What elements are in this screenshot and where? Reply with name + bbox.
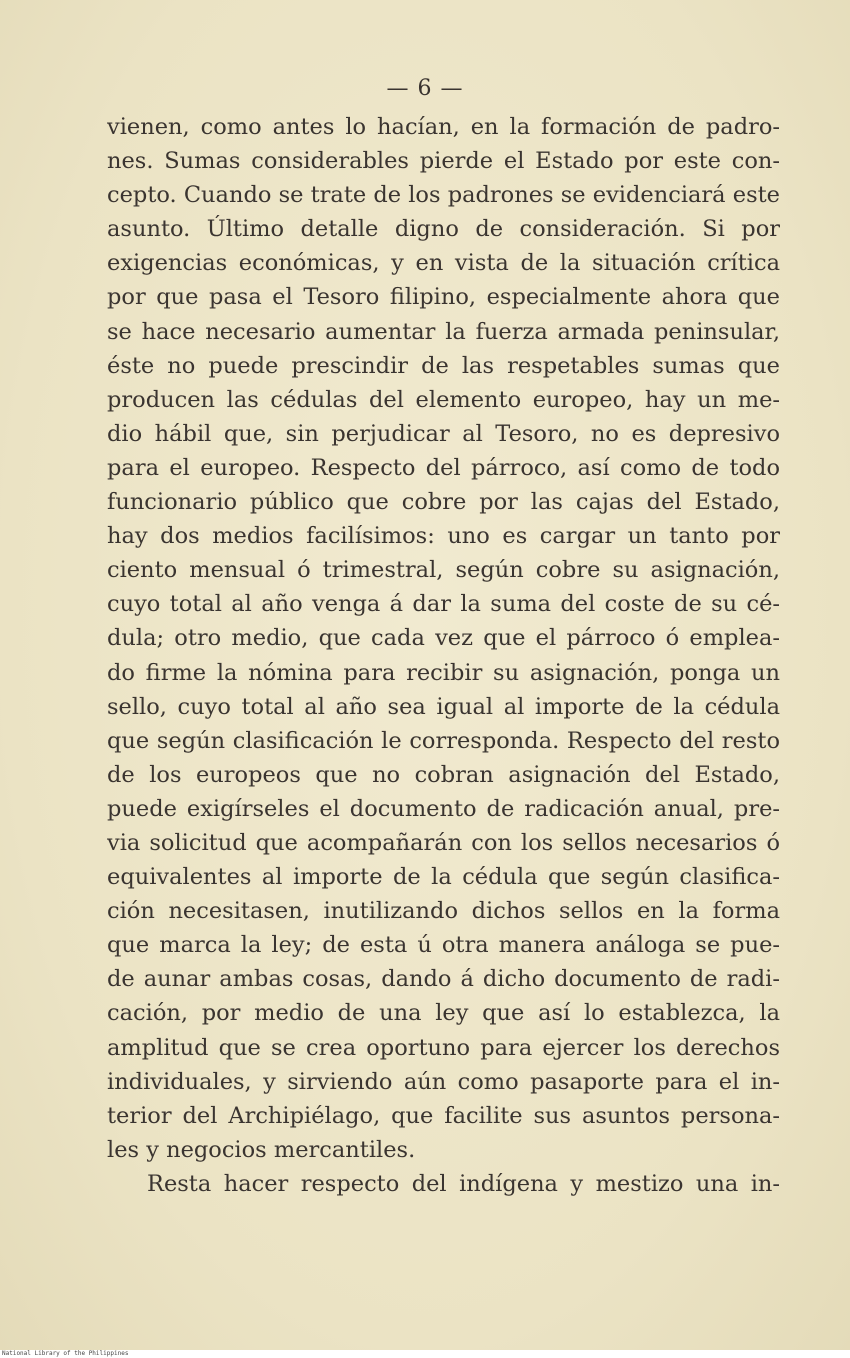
text-line: funcionario público que cobre por las cajas del Estado, <box>107 489 780 516</box>
text-line: cepto. Cuando se trate de los padrones se evidenciará este <box>107 182 780 209</box>
text-line: nes. Sumas considerables pierde el Estado por este con- <box>107 148 780 175</box>
body-text <box>107 110 780 1201</box>
text-line: dio hábil que, sin perjudicar al Tesoro, no es depresivo <box>107 420 780 447</box>
text-line: de aunar ambas cosas, dando á dicho documento de radi- <box>107 966 780 993</box>
page-number: — 6 — <box>386 76 464 101</box>
text-line: amplitud que se crea oportuno para ejercer los derechos <box>107 1034 780 1061</box>
text-line: equivalentes al importe de la cédula que según clasifica- <box>107 864 780 891</box>
text-line: puede exigírseles el documento de radicación anual, pre- <box>107 795 780 822</box>
text-line: do firme la nómina para recibir su asignación, ponga un <box>107 659 780 686</box>
text-line: hay dos medios facilísimos: uno es cargar un tanto por <box>107 523 780 550</box>
text-line: ciento mensual ó trimestral, según cobre su asignación, <box>107 557 780 584</box>
text-line: vienen, como antes lo hacían, en la formación de padro- <box>107 114 780 140</box>
text-line: sello, cuyo total al año sea igual al importe de la cédula <box>107 693 780 720</box>
text-line: por que pasa el Tesoro filipino, especialmente ahora que <box>107 284 780 311</box>
text-line: producen las cédulas del elemento europeo, hay un me- <box>107 386 780 413</box>
text-line: que marca la ley; de esta ú otra manera análoga se pue- <box>107 932 780 959</box>
text-line: terior del Archipiélago, que facilite sus asuntos persona- <box>107 1102 780 1129</box>
text-line: ción necesitasen, inutilizando dichos sellos en la forma <box>107 898 780 925</box>
text-line: cación, por medio de una ley que así lo establezca, la <box>107 1000 780 1027</box>
paragraph-start-line: Resta hacer respecto del indígena y mestizo una in- <box>147 1170 780 1197</box>
text-line: éste no puede prescindir de las respetables sumas que <box>107 352 780 379</box>
text-line: que según clasificación le corresponda. Respecto del resto <box>107 727 780 754</box>
text-line: asunto. Último detalle digno de consideración. Si por <box>107 216 780 243</box>
text-line: se hace necesario aumentar la fuerza armada peninsular, <box>107 318 780 345</box>
text-line: de los europeos que no cobran asignación del Estado, <box>107 761 780 788</box>
text-line: para el europeo. Respecto del párroco, así como de todo <box>107 454 780 481</box>
text-line: cuyo total al año venga á dar la suma del coste de su cé- <box>107 591 780 618</box>
library-credit: National Library of the Philippines <box>2 1350 129 1357</box>
text-line: exigencias económicas, y en vista de la situación crítica <box>107 250 780 277</box>
text-line: individuales, y sirviendo aún como pasaporte para el in- <box>107 1068 780 1095</box>
text-line: dula; otro medio, que cada vez que el párroco ó emplea- <box>107 625 780 652</box>
text-line: via solicitud que acompañarán con los sellos necesarios ó <box>107 829 780 856</box>
paragraph-end-line: les y negocios mercantiles. <box>107 1136 416 1163</box>
